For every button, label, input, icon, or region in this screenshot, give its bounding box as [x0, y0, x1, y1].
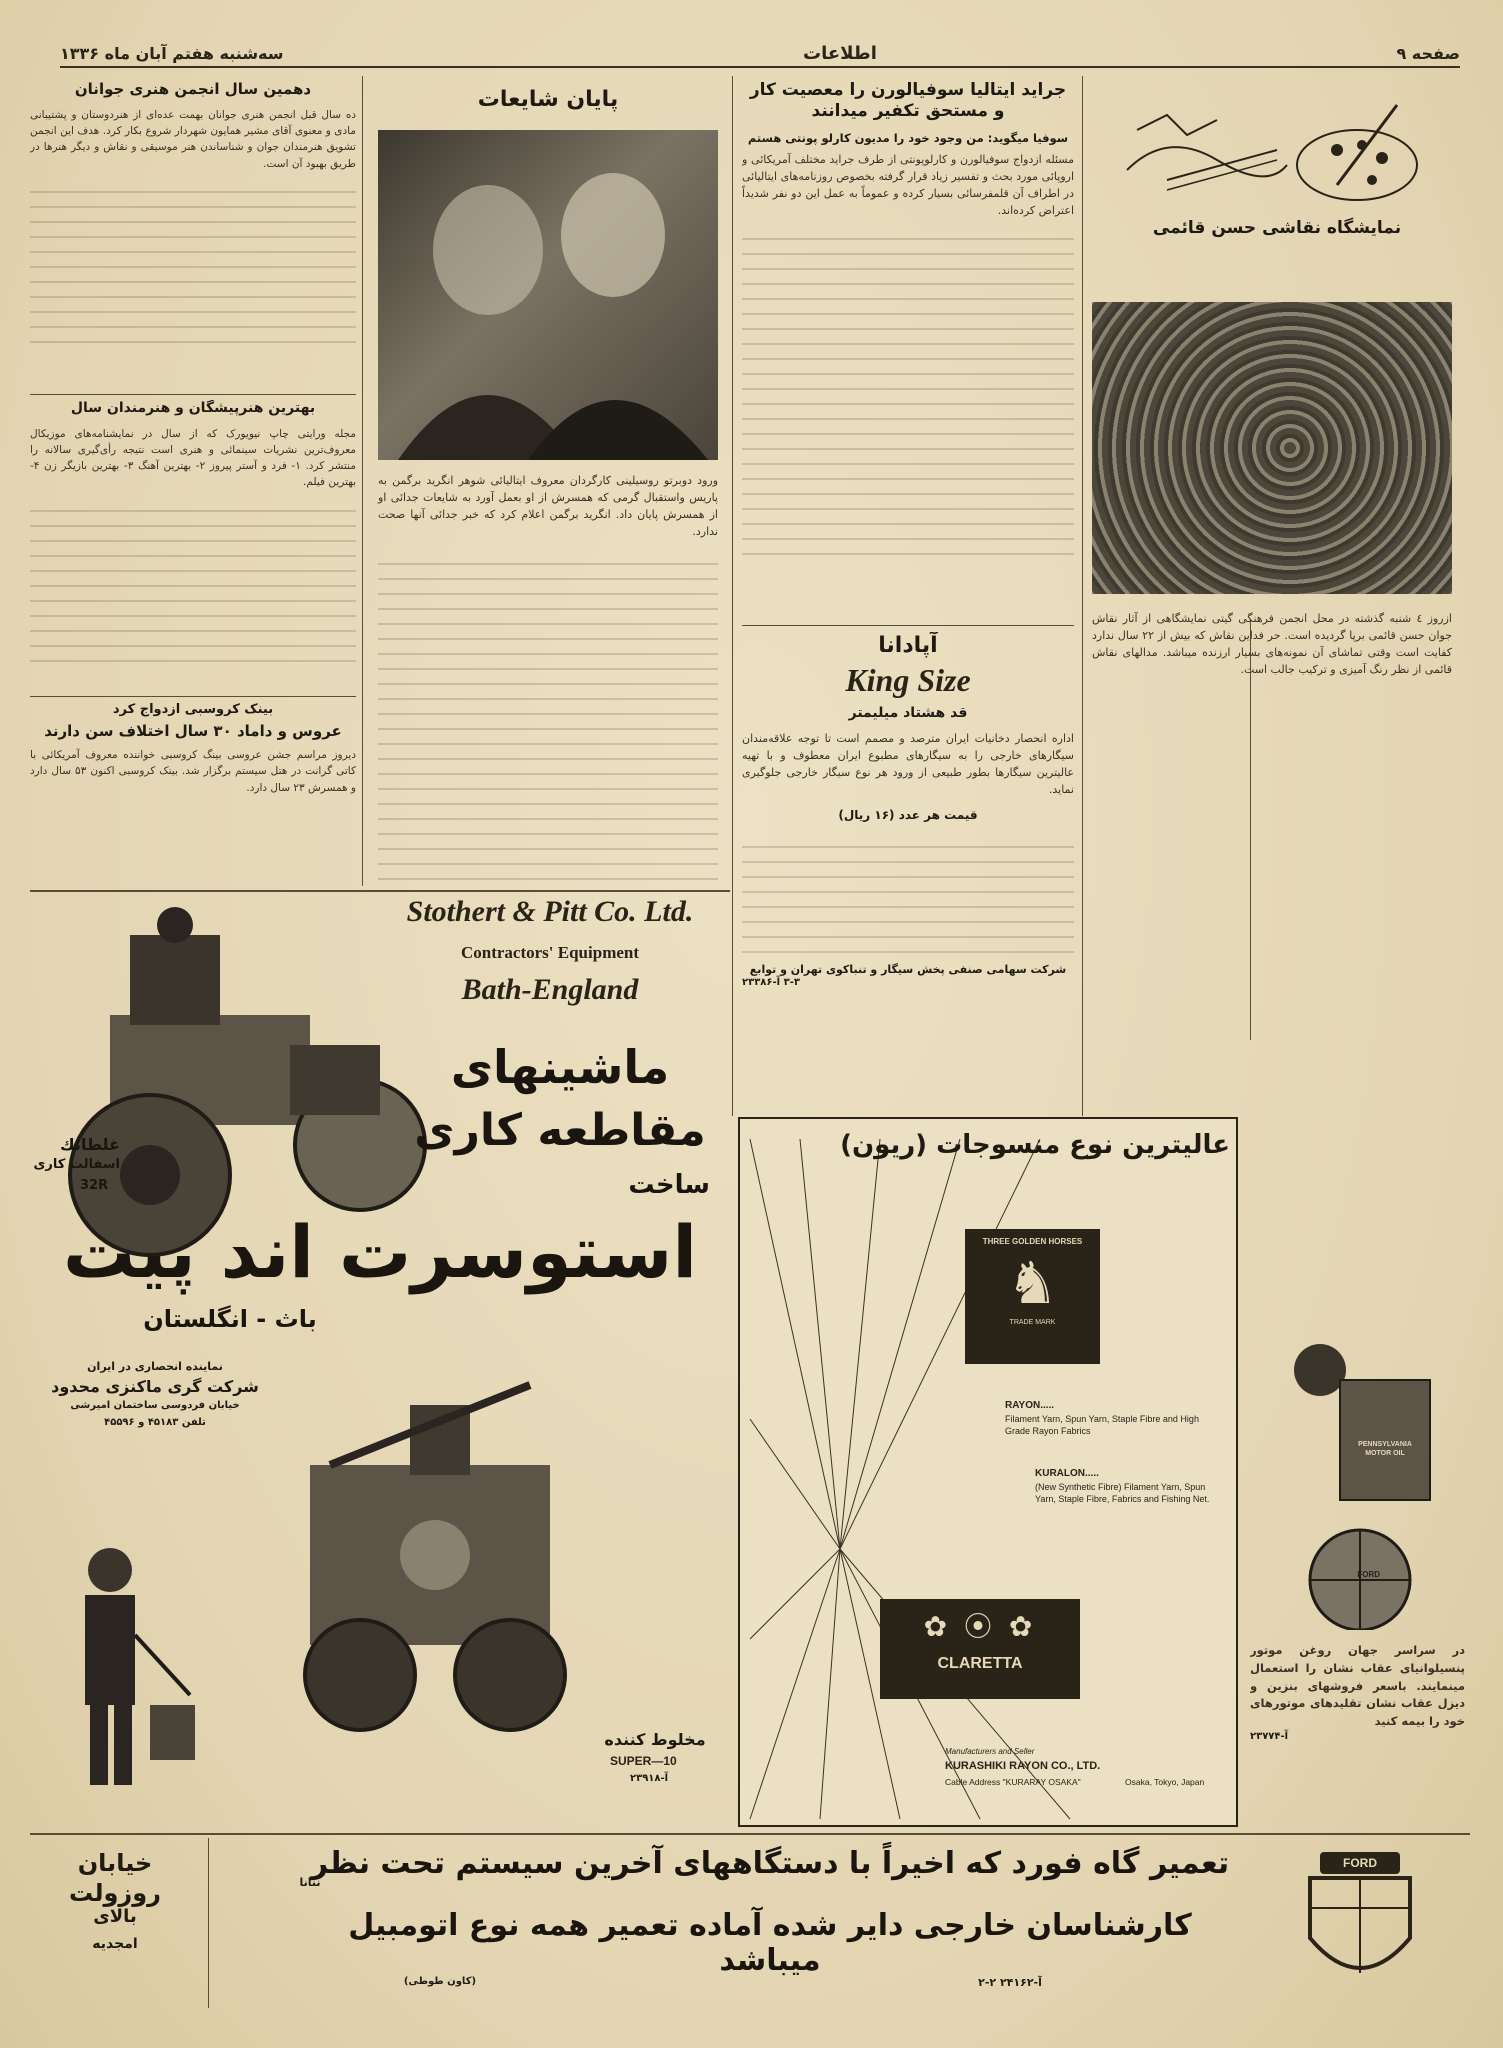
company-fa: استوسرت اند پیت — [62, 1210, 698, 1294]
mixer-label: مخلوط کننده — [604, 1730, 706, 1749]
agent-name: شرکت گری ماکنزی محدود — [51, 1377, 259, 1396]
claretta-pattern: ✿ ⦿ ✿ — [923, 1610, 1037, 1643]
rayon-desc: Filament Yarn, Spun Yarn, Staple Fibre and High Grade Rayon Fabrics — [1005, 1414, 1199, 1437]
ford-shield-logo — [1300, 1848, 1420, 1998]
rayon-manuf: Manufacturers and Seller — [945, 1747, 1035, 1756]
wedding-article — [30, 702, 356, 887]
column-rule — [362, 76, 363, 886]
best-artists-body: مجله ورایتی چاپ نیویورک که از سال در نمایشنامه‌های موزیکال معروف‌ترین نشریات سینمائی و هنری است نتیجه رأی‌گیری سالانه را منتشر کرد. ۱- فرد و آستر پیروز ۲- بهترین آهنگ ۳- بهترین بازیگر زن ۴- بهترین فیلم. — [30, 427, 356, 489]
couple-photo — [378, 130, 718, 460]
ford-headline-2: کارشناسان خارجی دایر شده آماده تعمیر همه نوع اتومبیل میباشد — [348, 1908, 1192, 1978]
king-size-ad — [742, 632, 1074, 1112]
made-label: ساخت — [628, 1170, 710, 1200]
ford-banner-ad — [30, 1838, 1470, 2028]
sophia-headline-2: و مستحق تکفیر میدانند — [811, 101, 1005, 122]
claretta-logo — [880, 1599, 1080, 1699]
claretta-name: CLARETTA — [937, 1655, 1023, 1672]
stothert-code: آ-۲۳۹۱۸ — [630, 1773, 669, 1784]
rayon-rays-illustration — [740, 1119, 1236, 1825]
ford-badge-text: FORD — [1343, 1856, 1377, 1870]
kuralon-desc: (New Synthetic Fibre) Filament Yarn, Spun Yarn, Staple Fibre, Fabrics and Fishing Net. — [1035, 1482, 1210, 1505]
column-rule — [208, 1838, 209, 2008]
art-exhibition-article — [1092, 80, 1462, 1110]
globe-label: FORD — [1357, 1570, 1380, 1579]
motor-oil-body: در سراسر جهان روغن موتور پنسیلوانیای عقاب نشان را استعمال مینمایند. باسعر فروشهای بنزین و دیزل عقاب نشان تقلید‌های موتورهای خود را بیمه کنید — [1250, 1643, 1465, 1729]
best-artists-text-continued — [30, 497, 356, 667]
horse-icon: ♞ — [1006, 1248, 1059, 1317]
page-label: صفحه ۹ — [1396, 43, 1460, 63]
king-size-code: ۳-۳ آ-۲۳۳۸۶ — [742, 976, 800, 988]
asphalt-mixer-illustration — [210, 1345, 650, 1785]
wedding-kicker: بینک کروسبی ازدواج کرد — [112, 702, 274, 717]
rayon-company: KURASHIKI RAYON CO., LTD. — [945, 1760, 1101, 1772]
palette-illustration-icon — [1107, 90, 1447, 210]
sophia-text-continued — [742, 225, 1074, 555]
painting-photo — [1092, 302, 1452, 594]
side-street: خیابان روزولت — [69, 1849, 161, 1907]
contract-heading: مقاطعه کاری — [414, 1105, 706, 1156]
youth-art-headline: دهمین سال انجمن هنری جوانان — [74, 80, 312, 98]
paper-name: اطلاعات — [803, 42, 877, 64]
apadana-brand: آپادانا — [878, 633, 938, 658]
asphalt-label: اسفالت کاری — [33, 1157, 120, 1172]
king-size-footer: شرکت سهامی صنفی پخش سیگار و تنباکوی تهران و توابع — [749, 963, 1067, 977]
rule — [30, 394, 356, 395]
stothert-pitt-ad — [30, 895, 730, 1825]
sophia-subhead: سوفیا میگوید: من وجود خود را مدیون کارلو پونتی هستم — [747, 130, 1069, 145]
rayon-headline: عالیترین نوع منسوجات (ریون) — [840, 1130, 1230, 1160]
motor-oil-ad — [1250, 1330, 1465, 1830]
rumors-body: ورود دوبرتو روسیلینی کارگردان معروف ایتالیائی شوهر انگرید برگمن به پاریس واستقبال گرمی که همسرش از او بعمل آورد به شایعات جدائی او از همسرش پایان داد. انگرید برگمن اعلام کرد که خبر جدائی آنها صحت ندارد. — [378, 474, 718, 539]
trade-mark: TRADE MARK — [1009, 1318, 1056, 1326]
rumors-headline: پایان شایعات — [477, 87, 619, 112]
art-heading: نمایشگاه نقاشی حسن قائمی — [1152, 218, 1402, 238]
mixer-model: SUPER—10 — [610, 1754, 677, 1768]
roller-label: غلطانك — [60, 1135, 120, 1154]
king-size-body: اداره انحصار دخانیات ایران مترصد و مصمم است تا توجه علاقه‌مندان سیگارهای خارجی را به سیگارهای مطبوع ایران معطوف و با تهیه عالیترین سیگارها بطور طبیعی از ورود هر نوع سیگار خارجی جلوگیری نماید. — [742, 732, 1074, 797]
masthead — [60, 40, 1460, 68]
side-upper: بالای — [93, 1906, 137, 1927]
machines-heading: ماشینهای — [450, 1040, 670, 1094]
wedding-body: دیروز مراسم جشن عروسی بینگ کروسبی خواننده معروف آمریکائی با کاتی گرانت در هتل سیستم برگزار شد. بینک کروسبی اکنون ۵۳ سال دارد و همسرش ۲۳ سال دارد. — [30, 749, 356, 794]
roller-model: 32R — [80, 1178, 109, 1193]
side-place: امجدیه — [92, 1936, 138, 1952]
worker-with-roller-illustration — [50, 1535, 200, 1795]
wedding-headline: عروس و داماد ۳۰ سال اختلاف سن دارند — [44, 722, 342, 741]
rule — [30, 1833, 1470, 1835]
rule — [30, 890, 730, 892]
rayon-cable: Cable Address "KURARAY OSAKA" — [945, 1777, 1081, 1787]
issue-date: سه‌شنبه هفتم آبان ماه ۱۳۳۶ — [60, 43, 284, 63]
oil-can-mascot-illustration — [1250, 1330, 1465, 1630]
city-fa: باث - انگلستان — [143, 1305, 317, 1333]
youth-art-text-continued — [30, 178, 356, 348]
kuralon-title: KURALON..... — [1035, 1468, 1099, 1479]
price-line: قیمت هر عدد (۱۶ ریال) — [838, 808, 978, 823]
sophia-article — [742, 80, 1074, 620]
rayon-title: RAYON..... — [1005, 1400, 1055, 1411]
left-tag: ننانا — [299, 1876, 321, 1889]
sophia-headline-1: جراید ایتالیا سوفیالورن را معصیت کار — [749, 80, 1067, 100]
rule — [30, 696, 356, 697]
best-artists-headline: بهترین هنرپیشگان و هنرمندان سال — [70, 400, 316, 416]
rule — [742, 625, 1074, 626]
king-size-title: King Size — [845, 661, 971, 698]
three-horses-logo — [965, 1229, 1100, 1364]
agent-line: نماینده انحصاری در ایران — [87, 1360, 223, 1373]
ford-code: آ-۲۴۱۶۲ ۲-۲ — [978, 1976, 1042, 1989]
column-rule — [732, 76, 733, 1116]
rumors-text-continued — [378, 550, 718, 880]
sophia-body: مسئله ازدواج سوفیالورن و کارلوپونتی از طرف جراید مختلف آمریکائی و اروپائی مورد بحث و تفسیر زیاد قرار گرفته بخصوص روزنامه‌های ایتالیائی در اطراف آن قلمفرسائی بسیار کرده و عموماً به عمل این دو نفر شدیداً اعتراض کرده‌اند. — [742, 152, 1074, 218]
column-rule — [1082, 76, 1083, 1116]
art-body: ازروز ٤ شنبه گذشته در محل انجمن فرهنگی گیتی نمایشگاهی از آثار نقاش جوان حسن قائمی برپا گردیده است. حر فداین نقاش که بیش از ۲۲ سال ندارد کفایت است وقتی تماشای آن نمونه‌های بسیار ارزنده میباشد. مدالهای نقاش قائمی از نظر رنگ آمیزی و ترکیب جالب است. — [1092, 612, 1452, 677]
stothert-tagline-en: Contractors' Equipment — [460, 943, 640, 962]
length-label: قد هشتاد میلیمتر — [848, 704, 968, 721]
horse-brand: THREE GOLDEN HORSES — [982, 1237, 1083, 1246]
photo-silhouettes — [378, 130, 718, 460]
rumors-article — [372, 80, 724, 890]
ford-footnote: (کاون طوطی) — [403, 1976, 477, 1987]
rayon-ad — [738, 1117, 1238, 1827]
stothert-location-en: Bath-England — [461, 973, 639, 1006]
stothert-company-en: Stothert & Pitt Co. Ltd. — [406, 895, 694, 928]
motor-oil-code: آ-۲۳۷۷۴ — [1250, 1731, 1289, 1743]
youth-art-article — [30, 80, 356, 390]
king-size-text-continued — [742, 833, 1074, 953]
best-artists-article — [30, 400, 356, 690]
agent-address: خیابان فردوسی ساختمان امیرشی — [70, 1400, 240, 1411]
agent-phone: تلفن ۴۵۱۸۳ و ۴۵۵۹۶ — [104, 1417, 206, 1428]
oil-can-label: PENNSYLVANIA MOTOR OIL — [1358, 1441, 1412, 1458]
rayon-city: Osaka, Tokyo, Japan — [1125, 1777, 1205, 1787]
ford-headline-1: تعمیر گاه فورد که اخیراً با دستگاههای آخرین سیستم تحت نظر — [310, 1846, 1230, 1881]
youth-art-body: ده سال قبل انجمن هنری جوانان بهمت عده‌ای از هنردوستان و پشتیبانی مادی و معنوی آقای مشیر همایون شهردار شروع بکار کرد. هدف این انجمن تشویق هنرمندان جوان و شناساندن هنر موسیقی و نقاش و دیگر هنرها در طریق بهبود آن است. — [30, 108, 356, 170]
